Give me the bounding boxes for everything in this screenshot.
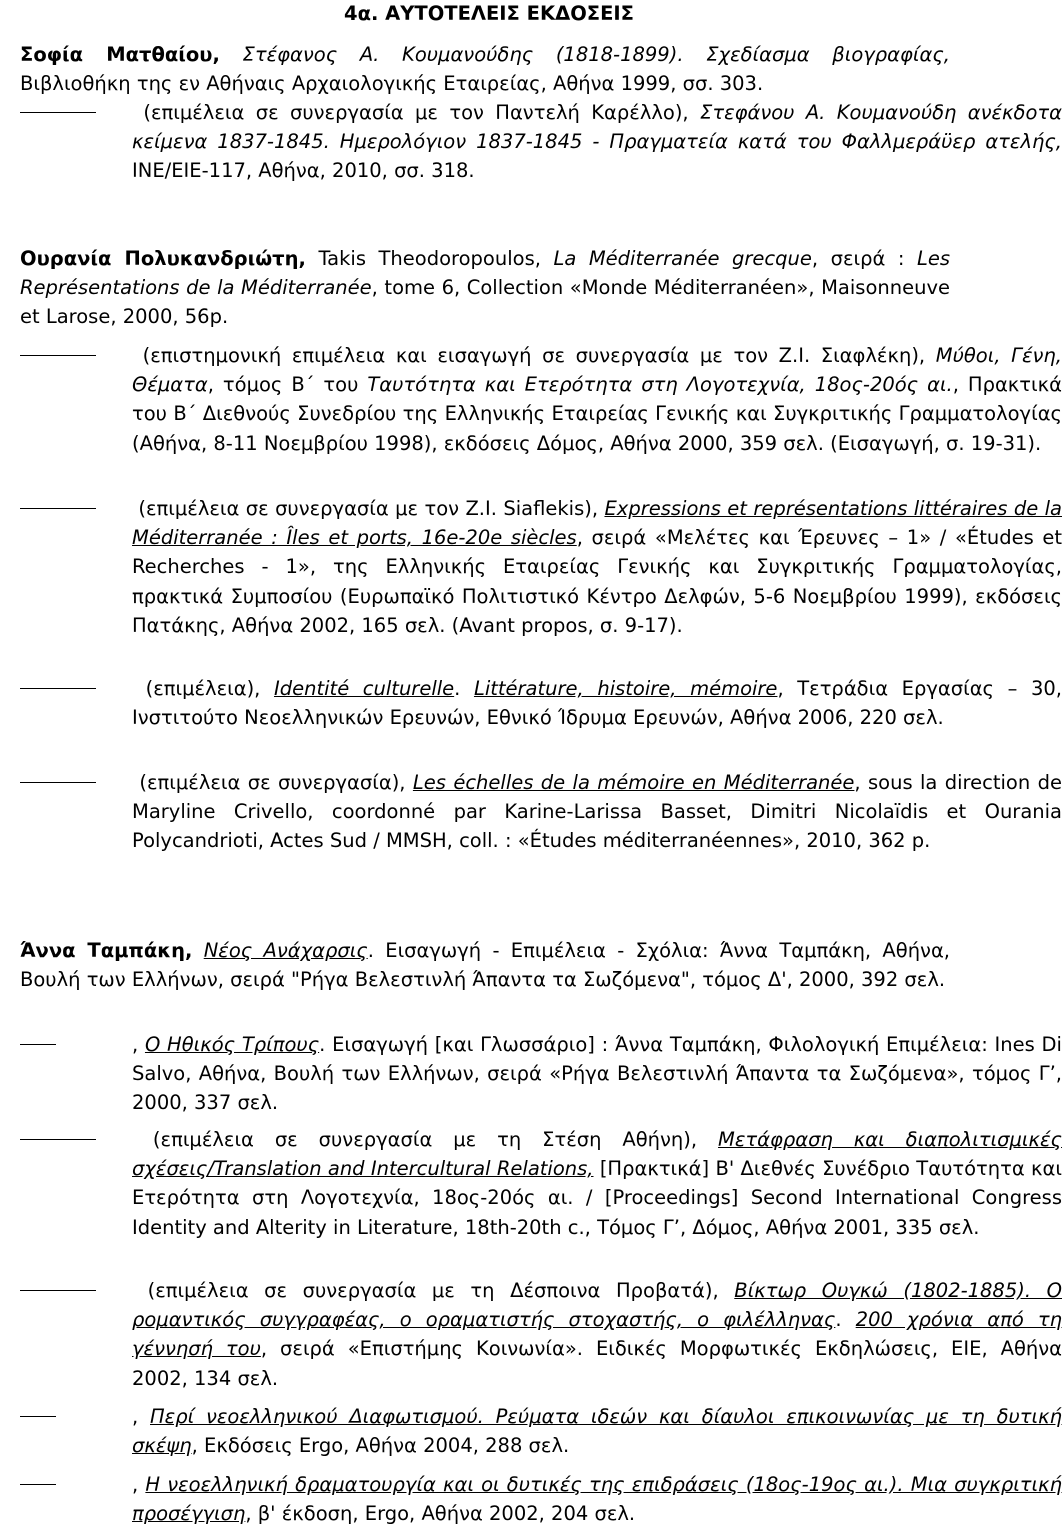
entry-title: Βίκτωρ Ουγκώ (1802-1885). Ο ρομαντικός συγγραφέας, ο οραματιστής στοχαστής, ο φιλέλληνας <box>132 1279 1062 1332</box>
dash-rule <box>20 355 96 356</box>
dash-rule <box>20 1044 56 1045</box>
repeat-author-dash <box>20 1276 132 1305</box>
entry-author: Άννα Ταμπάκη, <box>20 939 193 962</box>
entry-text <box>220 43 243 66</box>
dash-rule <box>20 782 96 783</box>
entry-text: , <box>132 1033 145 1056</box>
bibliography-entry <box>20 1402 1062 1460</box>
dash-rule <box>20 112 96 113</box>
repeat-author-dash <box>20 1402 132 1431</box>
dash-rule <box>20 1416 56 1417</box>
entry-text: (επιστημονική επιμέλεια και εισαγωγή σε συνεργασία με τον Ζ.Ι. Σιαφλέκη), <box>132 344 936 367</box>
entry-text: [Πρακτικά] Β' Διεθνές Συνέδριο Ταυτότητα και Ετερότητα στη Λογοτεχνία, 18ος-20ός αι. / [Proceedings] Second International Congress Identity and Alterity in Literature, 18th-20th c., Τόμος Γ’, Δόμος, Αθήνα 2001, 335 σελ. <box>132 1157 1062 1239</box>
entry-text <box>192 939 203 962</box>
entry-title: La Méditerranée grecque <box>553 247 812 270</box>
entry-text: . Εισαγωγή - Επιμέλεια - Σχόλια: Άννα Ταμπάκη, Αθήνα, Βουλή των Ελλήνων, σειρά "Ρήγα Βελεστινλή Άπαντα τα Σωζόμενα", τόμος Δ', 2000, 392 σελ. <box>20 939 950 992</box>
repeat-author-dash <box>20 98 132 127</box>
bibliography-entry <box>20 40 950 98</box>
repeat-author-dash <box>20 674 132 703</box>
entry-text: , Πρακτικά του Β΄ Διεθνούς Συνεδρίου της Ελληνικής Εταιρείας Γενικής και Συγκριτικής Γραμματολογίας (Αθήνα, 8-11 Νοεμβρίου 1998), εκδόσεις Δόμος, Αθήνα 2000, 359 σελ. (Εισαγωγή, σ. 19-31). <box>132 373 1062 455</box>
entry-text: , σειρά «Μελέτες και Έρευνες – 1» / «Études et Recherches - 1», της Ελληνικής Εταιρείας Γενικής και Συγκριτικής Γραμματολογίας, πρακτικά Συμποσίου (Ευρωπαϊκό Πολιτιστικό Κέντρο Δελφών, 5-6 Νοεμβρίου 1999), εκδόσεις Πατάκης, Αθήνα 2002, 165 σελ. (Avant propos, σ. 9-17). <box>132 526 1062 637</box>
entry-title: Expressions et représentations littéraires de la Méditerranée : Îles et ports, 16e-20e siècles <box>132 497 1062 550</box>
entry-text: . Εισαγωγή [και Γλωσσάριο] : Άννα Ταμπάκη, Φιλολογική Επιμέλεια: Ines Di Salvo, Αθήνα, Βουλή των Ελλήνων, σειρά «Ρήγα Βελεστινλή Άπαντα τα Σωζόμενα», τόμος Γ’, 2000, 337 σελ. <box>132 1033 1062 1115</box>
bibliography-entry <box>20 936 950 994</box>
entry-title: Ο Ηθικός Τρίπους <box>144 1033 320 1056</box>
bibliography-entry <box>20 768 1062 856</box>
repeat-author-dash <box>20 1470 132 1499</box>
entry-text: (επιμέλεια), <box>132 677 274 700</box>
section-title: 4α. ΑΥΤΟΤΕΛΕΙΣ ΕΚΔΟΣΕΙΣ <box>344 2 634 25</box>
entry-title: Identité culturelle <box>274 677 455 700</box>
entry-text: (επιμέλεια σε συνεργασία με τη Δέσποινα Προβατά), <box>132 1279 735 1302</box>
bibliography-entry <box>20 244 950 332</box>
entry-author: Σοφία Ματθαίου, <box>20 43 220 66</box>
entry-text: Βιβλιοθήκη της εν Αθήναις Αρχαιολογικής Εταιρείας, Αθήνα 1999, σσ. 303. <box>20 72 764 96</box>
entry-title: Περί νεοελληνικού Διαφωτισμού. Ρεύματα ιδεών και δίαυλοι επικοινωνίας με τη δυτική σκέψη <box>132 1405 1062 1458</box>
entry-text: , sous la direction de Maryline Crivello, coordonné par Karine-Larissa Basset, Dimitri Nicolaïdis et Ourania Polycandrioti, Actes Sud / MMSH, coll. : «Études méditerranéennes», 2010, 362 p. <box>132 771 1062 853</box>
entry-text: (επιμέλεια σε συνεργασία), <box>132 771 413 794</box>
entry-text: , σειρά : <box>811 247 917 270</box>
bibliography-entry <box>20 1030 1062 1118</box>
entry-title: Νέος Ανάχαρσις <box>203 939 368 962</box>
entry-text: ΙΝΕ/ΕΙΕ-117, Αθήνα, 2010, σσ. 318. <box>132 159 475 183</box>
bibliography-entry <box>20 1470 1062 1528</box>
bibliography-entry <box>20 341 1062 458</box>
entry-text: , <box>132 1405 150 1428</box>
entry-text: , <box>132 1473 146 1496</box>
dash-rule <box>20 688 96 689</box>
entry-title: Η νεοελληνική δραματουργία και οι δυτικές της επιδράσεις (18ος-19ος αι.). Μια συγκριτική προσέγγιση <box>132 1473 1062 1526</box>
entry-text: , Τετράδια Εργασίας – 30, Ινστιτούτο Νεοελληνικών Ερευνών, Εθνικό Ίδρυμα Ερευνών, Αθήνα 2006, 220 σελ. <box>132 677 1062 730</box>
entry-text: , τόμος Β΄ του <box>207 373 368 397</box>
entry-text: . <box>454 677 474 700</box>
bibliography-entry <box>20 494 1062 640</box>
repeat-author-dash <box>20 1030 132 1059</box>
repeat-author-dash <box>20 768 132 797</box>
entry-text: . <box>835 1308 856 1332</box>
entry-title: 200 χρόνια από τη γέννησή του <box>132 1308 1062 1361</box>
dash-rule <box>20 1484 56 1485</box>
bibliography-entry <box>20 1125 1062 1242</box>
entry-title: Ταυτότητα και Ετερότητα στη Λογοτεχνία, 18ος-20ός αι. <box>367 373 953 397</box>
entry-text: (επιμέλεια σε συνεργασία με τον Παντελή Καρέλλο), <box>132 101 701 124</box>
entry-title: Littérature, histoire, mémoire <box>473 677 778 700</box>
entry-title: Στέφανος Α. Κουμανούδης (1818-1899). Σχεδίασμα βιογραφίας, <box>242 43 950 66</box>
entry-author: Ουρανία Πολυκανδριώτη, <box>20 247 306 270</box>
bibliography-entry <box>20 1276 1062 1393</box>
entry-title: Les échelles de la mémoire en Méditerranée <box>412 771 855 794</box>
entry-title: Les Représentations de la Méditerranée <box>20 247 951 300</box>
repeat-author-dash <box>20 341 132 370</box>
repeat-author-dash <box>20 1125 132 1154</box>
entry-title: Στεφάνου Α. Κουμανούδη ανέκδοτα κείμενα 1837-1845. Ημερολόγιον 1837-1845 - Πραγματεία κατά του Φαλλμεράϋερ ατελής, <box>132 101 1062 154</box>
entry-text: , β' έκδοση, Ergo, Αθήνα 2002, 204 σελ. <box>245 1502 636 1526</box>
entry-text: Takis Theodoropoulos, <box>305 247 554 270</box>
bibliography-entry <box>20 98 1062 186</box>
entry-text: , σειρά «Επιστήμης Κοινωνία». Ειδικές Μορφωτικές Εκδηλώσεις, ΕΙΕ, Αθήνα 2002, 134 σελ. <box>132 1337 1062 1390</box>
entry-title: Μύθοι, Γένη, Θέματα <box>132 344 1062 397</box>
entry-text: (επιμέλεια σε συνεργασία με τη Στέση Αθήνη), <box>132 1128 719 1151</box>
entry-title: Μετάφραση και διαπολιτισμικές σχέσεις/Translation and Intercultural Relations, <box>132 1128 1062 1181</box>
bibliography-entry <box>20 674 1062 732</box>
dash-rule <box>20 508 96 509</box>
dash-rule <box>20 1290 96 1291</box>
dash-rule <box>20 1139 96 1140</box>
entry-text: , tome 6, Collection «Monde Méditerranéen», Maisonneuve et Larose, 2000, 56p. <box>20 276 950 329</box>
entry-text: , Εκδόσεις Ergo, Αθήνα 2004, 288 σελ. <box>191 1434 570 1458</box>
repeat-author-dash <box>20 494 132 523</box>
entry-text: (επιμέλεια σε συνεργασία με τον Ζ.Ι. Siaflekis), <box>132 497 605 520</box>
